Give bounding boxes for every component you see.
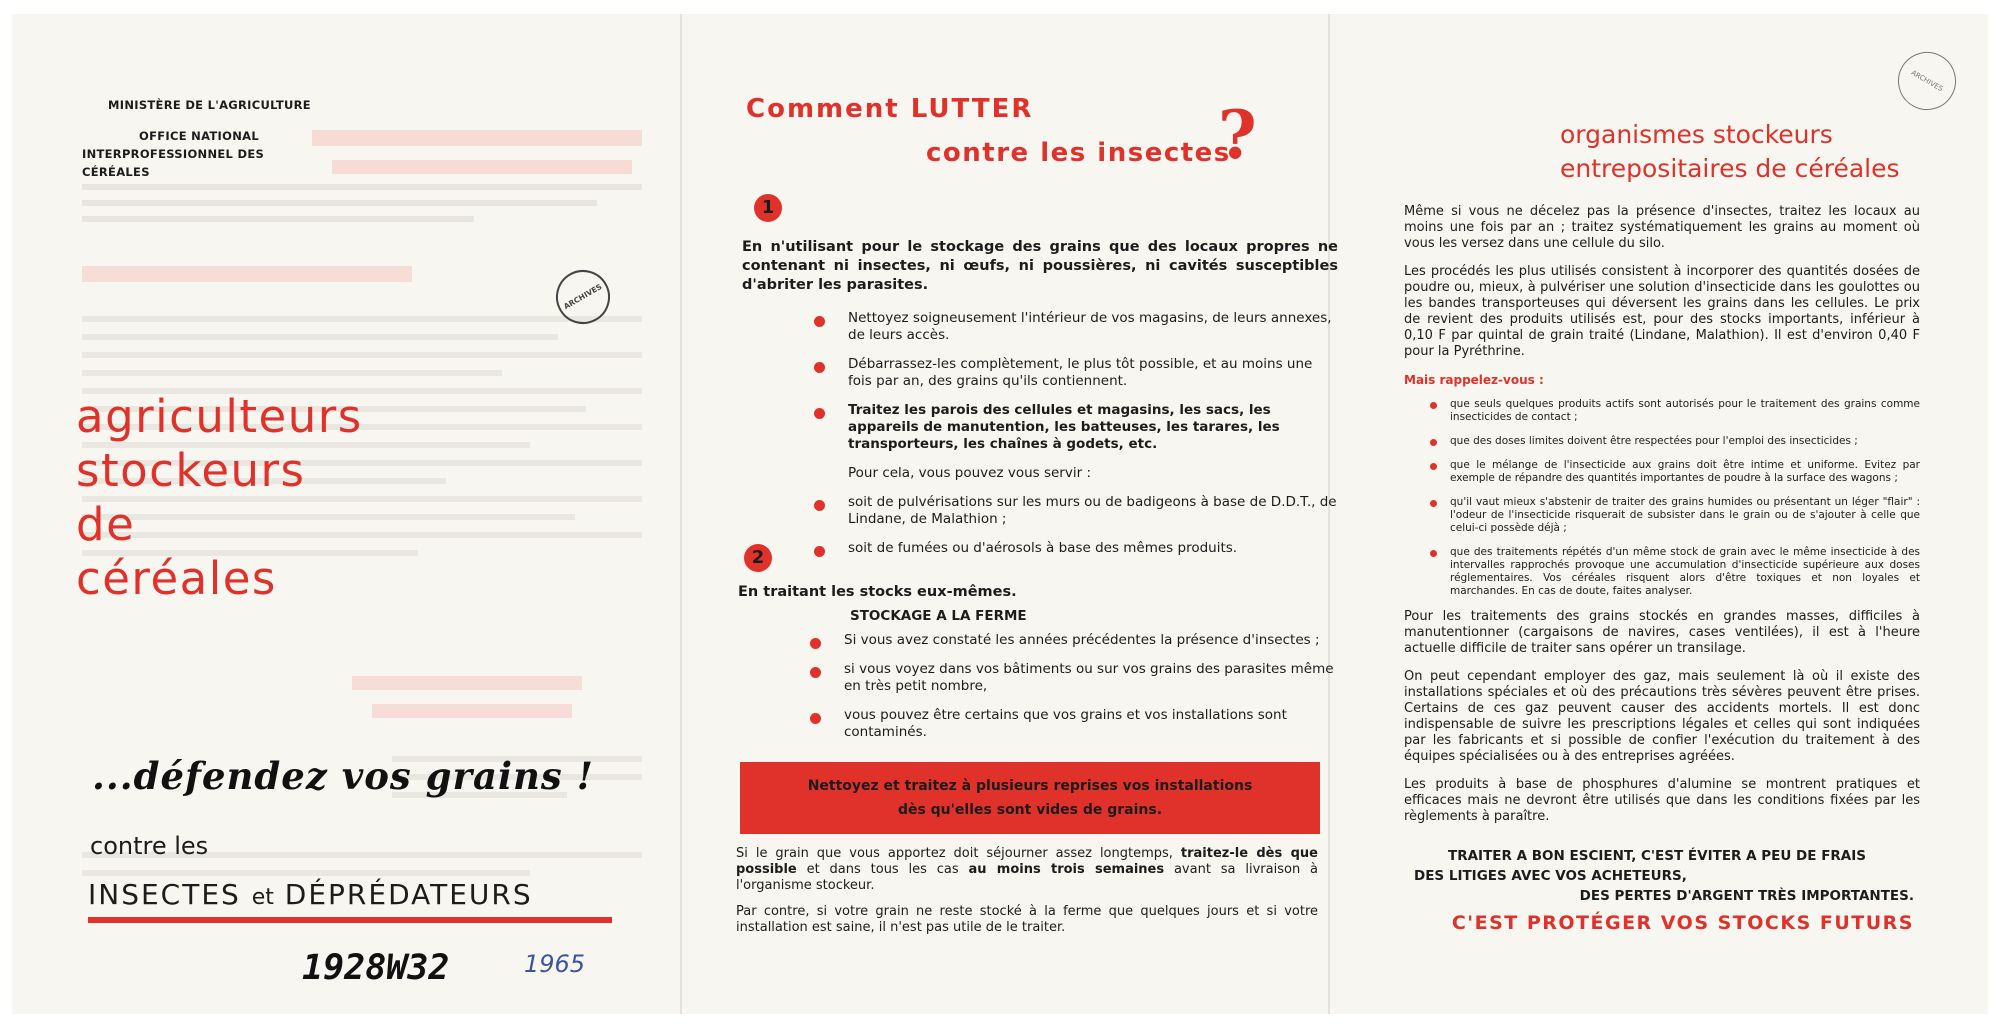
list-item: que seuls quelques produits actifs sont autorisés pour le traitement des grains comme insecticides de contact ; — [1428, 398, 1920, 424]
handwritten-code: 1928W32 — [302, 948, 450, 988]
paragraph-3: Pour les traitements des grains stockés en grandes masses, difficiles à manutentionner (cargaisons de navires, cases ventilées), il est à l'heure actuelle difficile de traiter sans opérer un transilage. — [1404, 609, 1920, 656]
delivery-text-4: au moins trois semaines — [968, 862, 1165, 877]
pests-line — [88, 878, 533, 911]
remember-list — [1404, 398, 1920, 598]
list-item: que des traitements répétés d'un même stock de grain avec le même insecticide à des intervalles rapprochés provoque une accumulation d'insecticide supérieure aux doses réglementaires. Vos céréales risquent alors d'être toxiques et non loyales et marchandes. En cas de doute, faites analyser. — [1428, 546, 1920, 598]
list-item: soit de pulvérisations sur les murs ou de badigeons à base de D.D.T., de Lindane, de Malathion ; — [812, 494, 1338, 528]
paragraph-1: Même si vous ne décelez pas la présence d'insectes, traitez les locaux au moins une fois par an ; traitez systématiquement les grains au moment où vous les versez dans une cellule du silo. — [1404, 204, 1920, 251]
delivery-text-5: avant sa livraison à l'organisme stockeur. — [736, 862, 1318, 893]
cover-panel — [12, 14, 680, 1014]
middle-title-line-1: Comment LUTTER — [746, 94, 1034, 124]
list-item: Si vous avez constaté les années précédentes la présence d'insectes ; — [808, 632, 1338, 649]
against-label: contre les — [90, 832, 209, 860]
how-to-fight-panel — [682, 14, 1338, 1014]
cover-title-line-1: agriculteurs — [76, 390, 363, 443]
cover-title — [76, 390, 363, 606]
step-1-list — [812, 310, 1338, 569]
step-2-text: En traitant les stocks eux-mêmes. — [738, 584, 1017, 600]
right-title-line-1: organismes stockeurs — [1560, 120, 1833, 149]
pests-and: et — [251, 885, 274, 910]
bleed-through-subheading-2 — [352, 676, 582, 690]
right-title — [1560, 118, 1900, 186]
paragraph-4: On peut cependant employer des gaz, mais seulement là où il existe des installations spéciales et où des précautions très sévères peuvent être prises. Certains de ces gaz peuvent causer des accidents mortels. Il est donc indispensable de suivre les prescriptions légales et celles qui sont indiquées par les fabricants et si possible de confier l'exécution du traitement à des équipes spécialisées ou à des entreprises agréées. — [1404, 669, 1920, 764]
pests-insects: INSECTES — [88, 878, 241, 911]
bleed-through-heading-2 — [332, 140, 632, 174]
list-item: si vous voyez dans vos bâtiments ou sur vos grains des parasites même en très petit nombre, — [808, 661, 1338, 695]
serve-intro: Pour cela, vous pouvez vous servir : — [848, 465, 1091, 481]
bleed-through-subheading-3 — [372, 704, 572, 718]
leaflet-sheet — [12, 14, 1988, 1014]
delivery-text-1: Si le grain que vous apportez doit séjourner assez longtemps, — [736, 846, 1173, 861]
ministry-name: MINISTÈRE DE L'AGRICULTURE — [108, 98, 311, 112]
archive-stamp-label: ARCHIVES — [562, 282, 604, 312]
archive-stamp-small-label: ARCHIVES — [1909, 68, 1945, 94]
middle-title-line-2: contre les insectes — [926, 138, 1231, 168]
conclusion-line-1: TRAITER A BON ESCIENT, C'EST ÉVITER A PEU DE FRAIS — [1448, 848, 1866, 864]
ministry-header — [82, 96, 322, 181]
delivery-text-3: et dans tous les cas — [806, 862, 959, 877]
cover-title-line-2: stockeurs — [76, 444, 306, 497]
office-line-2: INTERPROFESSIONNEL DES CÉRÉALES — [82, 147, 265, 179]
conclusion-red: C'EST PROTÉGER VOS STOCKS FUTURS — [1451, 912, 1914, 934]
list-item: Nettoyez soigneusement l'intérieur de vos magasins, de leurs annexes, de leurs accès. — [812, 310, 1338, 344]
list-item: soit de fumées ou d'aérosols à base des mêmes produits. — [812, 540, 1338, 557]
delivery-paragraph — [736, 846, 1318, 894]
list-item: Débarrassez-les complètement, le plus tôt possible, et au moins une fois par an, des grains qu'ils contiennent. — [812, 356, 1338, 390]
delivery-text-2: traitez-le dès que possible — [736, 846, 1318, 877]
list-item: que le mélange de l'insecticide aux grains doit être intime et uniforme. Evitez par exemple de répandre des quantités importantes de poudre à la surface des wagons ; — [1428, 459, 1920, 485]
red-underline — [88, 917, 612, 923]
warning-box — [740, 762, 1320, 834]
pests-depredators: DÉPRÉDATEURS — [284, 878, 533, 911]
list-item: vous pouvez être certains que vos grains et vos installations sont contaminés. — [808, 707, 1338, 741]
list-item: que des doses limites doivent être respectées pour l'emploi des insecticides ; — [1428, 435, 1920, 448]
paragraph-2: Les procédés les plus utilisés consistent à incorporer des quantités dosées de poudre ou, mieux, à pulvériser une solution d'insecticide dans les goulottes ou les bandes transporteuses qui déversent les grains dans les cellules. Le prix de revient des produits utilisés est, pour des stocks importants, inférieur à 0,10 F par quintal de grain traité (Lindane, Malathion). Il est d'environ 0,40 F pour la Pyréthrine. — [1404, 264, 1920, 359]
cover-title-line-3: de — [76, 498, 136, 551]
conclusion — [1414, 846, 1914, 906]
right-body — [1404, 204, 1920, 825]
step-2-badge: 2 — [744, 544, 772, 572]
conclusion-line-2: DES LITIGES AVEC VOS ACHETEURS, — [1414, 868, 1687, 884]
slogan: ...défendez vos grains ! — [92, 754, 594, 798]
step-1-badge: 1 — [754, 194, 782, 222]
office-line-1: OFFICE NATIONAL — [139, 129, 259, 143]
right-title-line-2: entrepositaires de céréales — [1560, 154, 1900, 183]
list-item: Traitez les parois des cellules et magasins, les sacs, les appareils de manutention, les batteuses, les tarares, les transporteurs, les chaînes à godets, etc. — [812, 402, 1338, 453]
handwritten-year: 1965 — [524, 950, 586, 978]
archive-stamp-small — [1887, 41, 1966, 120]
farm-list — [808, 632, 1338, 753]
warning-box-line-2: dès qu'elles sont vides de grains. — [897, 802, 1163, 818]
list-item: qu'il vaut mieux s'abstenir de traiter des grains humides ou présentant un léger "flair" : l'odeur de l'insecticide risquerait de subsister dans le grain ou de s'ajouter à celle que celui-ci possède déjà ; — [1428, 496, 1920, 535]
warning-box-line-1: Nettoyez et traitez à plusieurs reprises vos installations — [807, 778, 1253, 794]
storage-organisms-panel — [1330, 14, 1988, 1014]
bleed-through-text-block — [82, 174, 642, 232]
short-storage-paragraph: Par contre, si votre grain ne reste stocké à la ferme que quelques jours et si votre installation est saine, il n'est pas utile de le traiter. — [736, 904, 1318, 935]
question-mark: ? — [1218, 96, 1257, 174]
farm-storage-heading: STOCKAGE A LA FERME — [850, 608, 1027, 624]
bleed-through-subheading — [82, 266, 412, 282]
cover-title-line-4: céréales — [76, 552, 277, 605]
conclusion-line-3: DES PERTES D'ARGENT TRÈS IMPORTANTES. — [1579, 888, 1914, 904]
step-1-text: En n'utilisant pour le stockage des grains que des locaux propres ne contenant ni insectes, ni œufs, ni poussières, ni cavités susceptibles d'abriter les parasites. — [742, 239, 1338, 293]
paragraph-5: Les produits à base de phosphures d'alumine se montrent pratiques et efficaces mais ne devront être utilisés que dans les conditions fixées par les règlements à paraître. — [1404, 777, 1920, 824]
remember-heading: Mais rappelez-vous : — [1404, 373, 1544, 387]
